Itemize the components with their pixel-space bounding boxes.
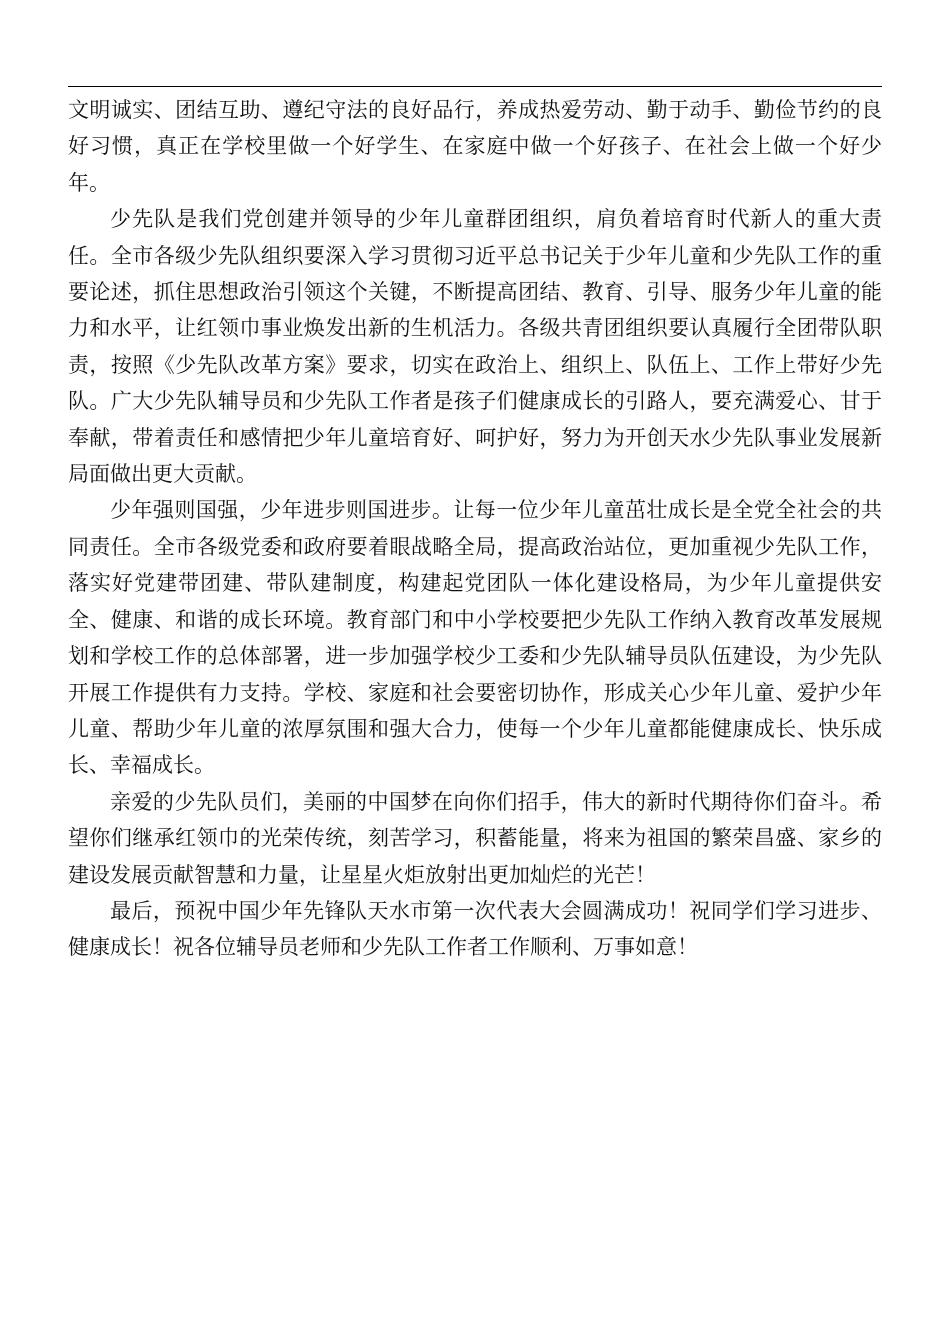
paragraph: 少先队是我们党创建并领导的少年儿童群团组织，肩负着培育时代新人的重大责任。全市各级少先队组织要深入学习贯彻习近平总书记关于少年儿童和少先队工作的重要论述，抓住思想政治引领这个关键，不断提高团结、教育、引导、服务少年儿童的能力和水平，让红领巾事业焕发出新的生机活力。各级共青团组织要认真履行全团带队职责，按照《少先队改革方案》要求，切实在政治上、组织上、队伍上、工作上带好少先队。广大少先队辅导员和少先队工作者是孩子们健康成长的引路人，要充满爱心、甘于奉献，带着责任和感情把少年儿童培育好、呵护好，努力为开创天水少先队事业发展新局面做出更大贡献。 [68, 207, 882, 487]
paragraph: 最后，预祝中国少年先锋队天水市第一次代表大会圆满成功！祝同学们学习进步、健康成长！祝各位辅导员老师和少先队工作者工作顺利、万事如意！ [68, 898, 882, 960]
paragraph-continued: 文明诚实、团结互助、遵纪守法的良好品行，养成热爱劳动、勤于动手、勤俭节约的良好习惯，真正在学校里做一个好学生、在家庭中做一个好孩子、在社会上做一个好少年。 [68, 98, 882, 195]
paragraph: 亲爱的少先队员们，美丽的中国梦在向你们招手，伟大的新时代期待你们奋斗。希望你们继承红领巾的光荣传统，刻苦学习，积蓄能量，将来为祖国的繁荣昌盛、家乡的建设发展贡献智慧和力量，让星星火炬放射出更加灿烂的光芒！ [68, 789, 882, 887]
header-rule [68, 86, 882, 87]
document-body [68, 92, 882, 966]
paragraph: 少年强则国强，少年进步则国进步。让每一位少年儿童茁壮成长是全党全社会的共同责任。全市各级党委和政府要着眼战略全局，提高政治站位，更加重视少先队工作，落实好党建带团建、带队建制度，构建起党团队一体化建设格局，为少年儿童提供安全、健康、和谐的成长环境。教育部门和中小学校要把少先队工作纳入教育改革发展规划和学校工作的总体部署，进一步加强学校少工委和少先队辅导员队伍建设，为少先队开展工作提供有力支持。学校、家庭和社会要密切协作，形成关心少年儿童、爱护少年儿童、帮助少年儿童的浓厚氛围和强大合力，使每一个少年儿童都能健康成长、快乐成长、幸福成长。 [68, 498, 882, 778]
